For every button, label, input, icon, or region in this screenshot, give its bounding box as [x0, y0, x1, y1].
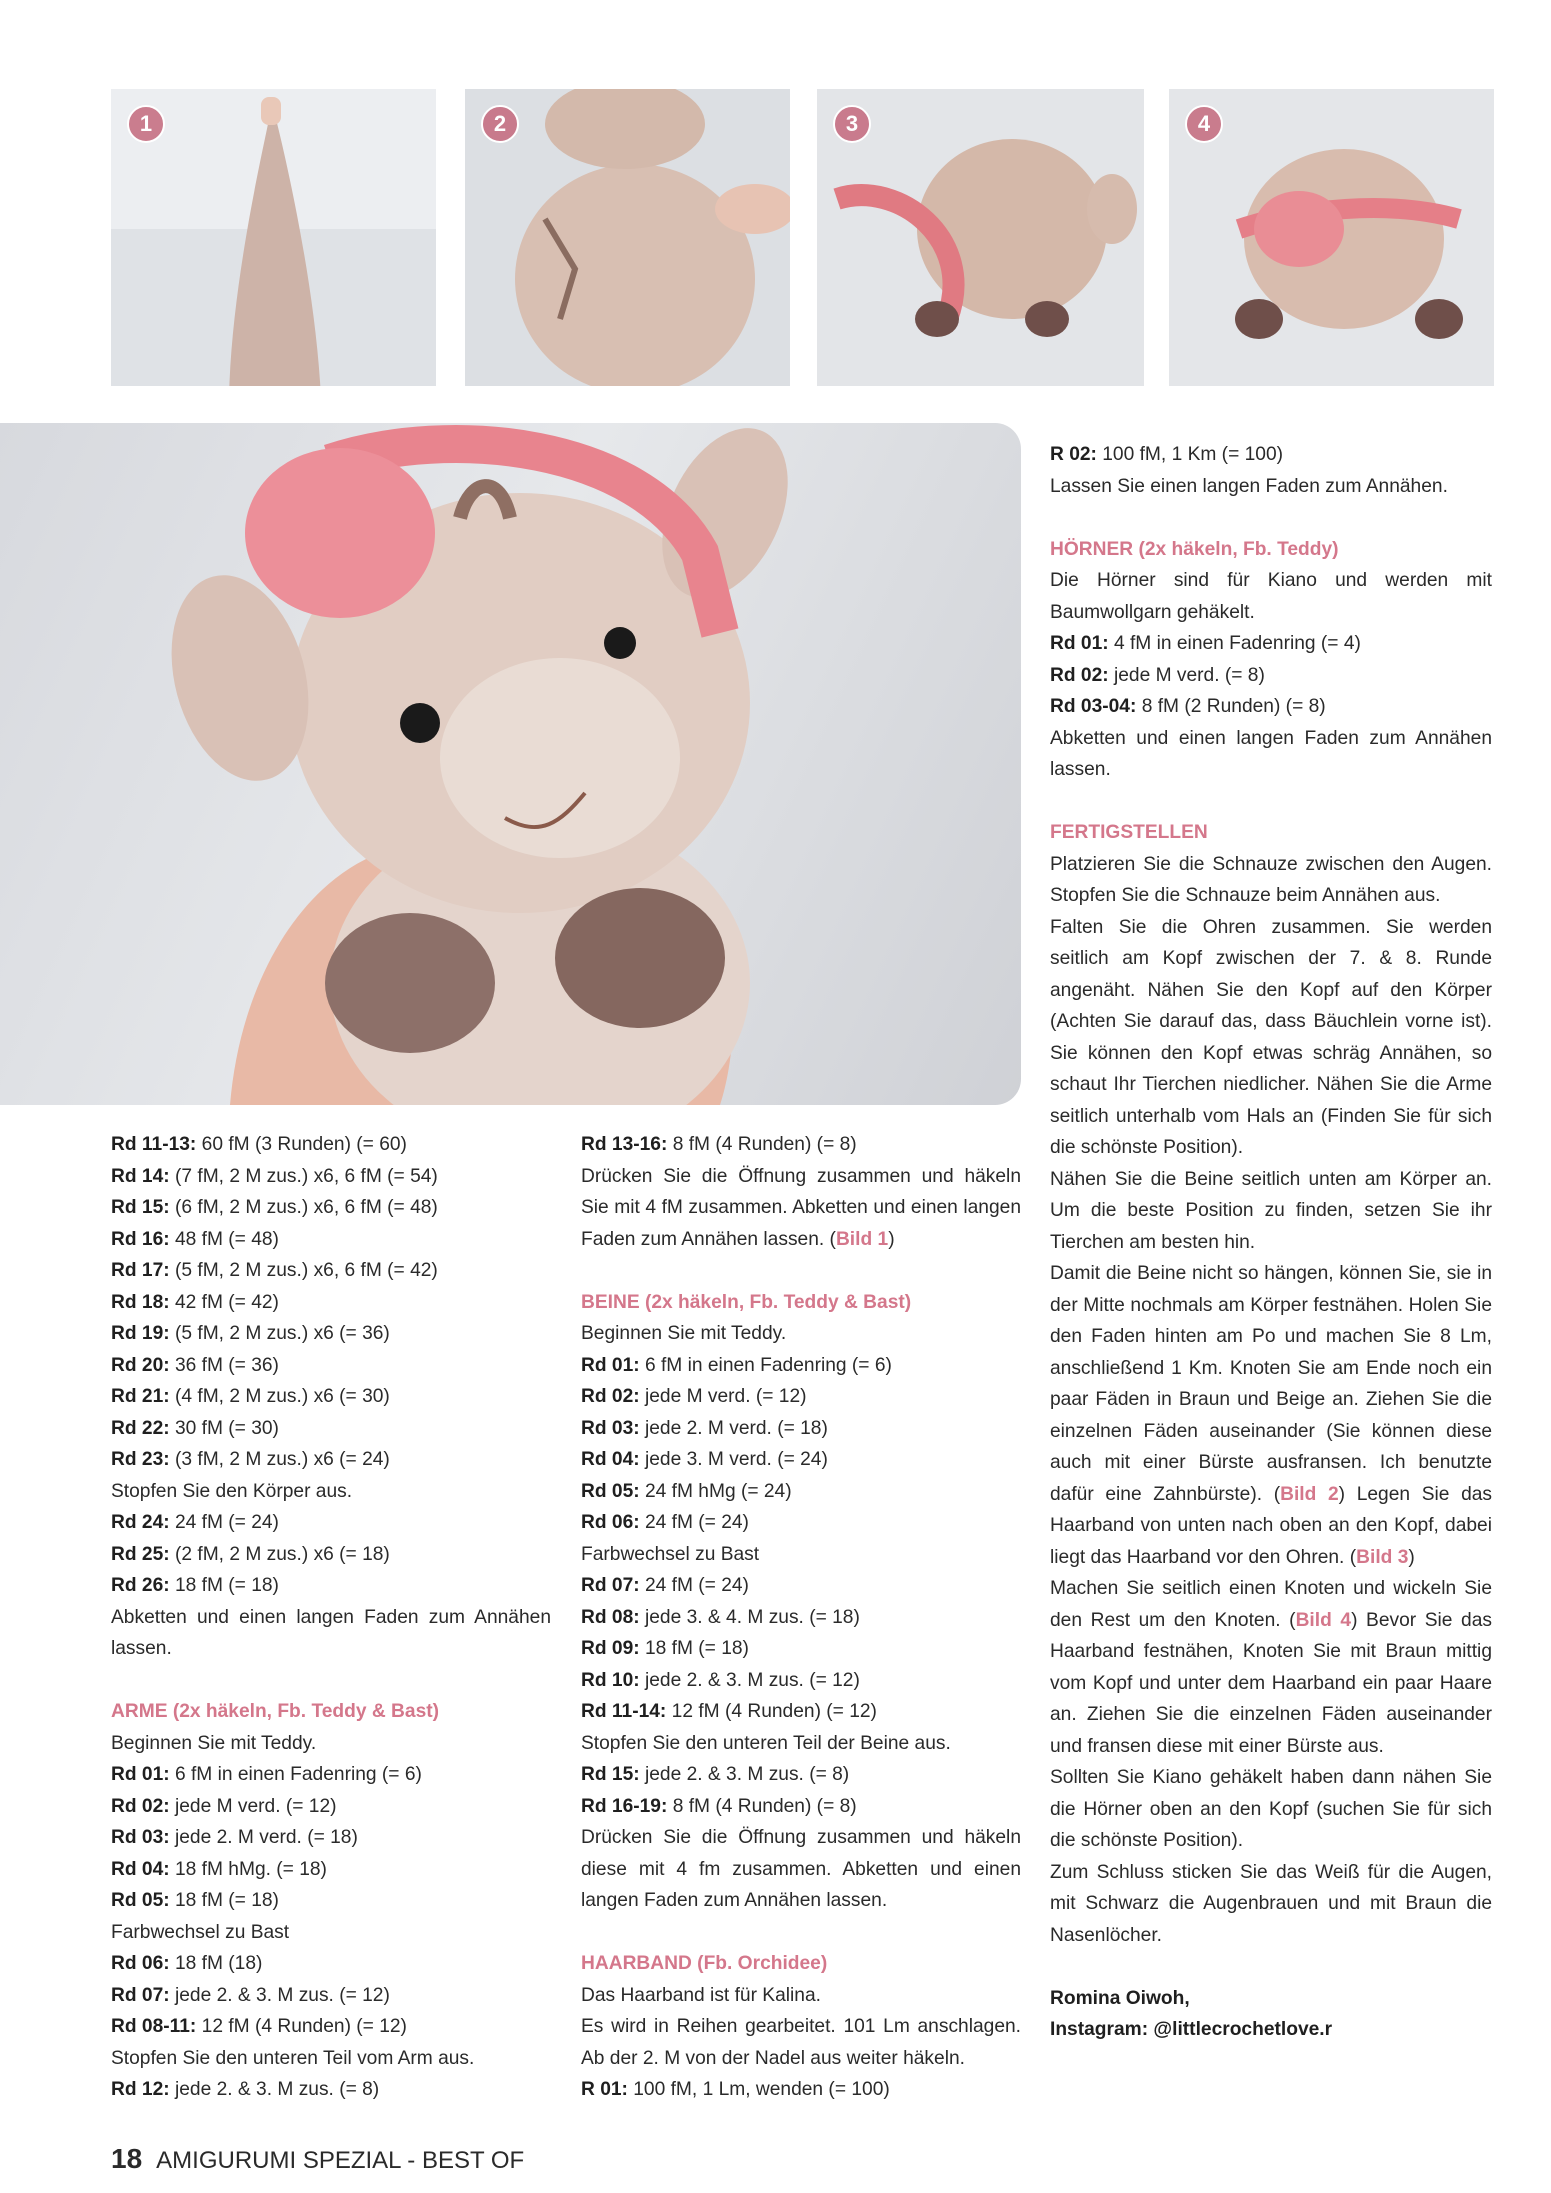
row-beine-rd-05: Rd 05: 24 fM hMg (= 24) [581, 1480, 792, 1502]
row-beine-rd-11-14: Rd 11-14: 12 fM (4 Runden) (= 12) [581, 1701, 877, 1722]
row-beine-rd-04: Rd 04: jede 3. M verd. (= 24) [581, 1449, 828, 1470]
instruction-fertig-5: Machen Sie seitlich einen Knoten und wickeln Sie den Rest um den Knoten. (Bild 4) Bevor Sie das Haarband festnähen, Knoten Sie mit Braun mittig vom Kopf und unter dem Haarband ein paar Haare an. Ziehen Sie die einzelnen Fäden auseinander und fransen diese mit einer Bürste aus. [1050, 1578, 1492, 1757]
author-name: Romina Oiwoh, [1050, 1987, 1190, 2009]
instruction-stuff-body: Stopfen Sie den Körper aus. [111, 1480, 353, 1502]
row-arme-rd-08-11: Rd 08-11: 12 fM (4 Runden) (= 12) [111, 2016, 407, 2037]
instruction-arme-close: Drücken Sie die Öffnung zusammen und häkeln Sie mit 4 fM zusammen. Abketten und einen langen Faden zum Annähen lassen. (Bild 1) [581, 1165, 1021, 1250]
row-horner-rd-02: Rd 02: jede M verd. (= 8) [1050, 664, 1265, 686]
instruction-beine-stuff: Stopfen Sie den unteren Teil der Beine aus. [581, 1732, 951, 1754]
row-rd-16: Rd 16: 48 fM (= 48) [111, 1228, 279, 1250]
section-heading-arme: ARME (2x häkeln, Fb. Teddy & Bast) [111, 1701, 440, 1722]
instruction-fertig-6: Sollten Sie Kiano gehäkelt haben dann nähen Sie die Hörner oben an den Kopf (suchen Sie für sich die schönste Position). [1050, 1767, 1492, 1851]
row-arme-rd-03: Rd 03: jede 2. M verd. (= 18) [111, 1827, 358, 1848]
row-arme-rd-02: Rd 02: jede M verd. (= 12) [111, 1795, 337, 1817]
row-rd-18: Rd 18: 42 fM (= 42) [111, 1291, 279, 1313]
page-number: 18 [111, 2143, 143, 2174]
row-beine-rd-16-19: Rd 16-19: 8 fM (4 Runden) (= 8) [581, 1795, 857, 1817]
row-arme-rd-05: Rd 05: 18 fM (= 18) [111, 1890, 279, 1911]
step-photo-4 [1169, 89, 1494, 386]
row-rd-15: Rd 15: (6 fM, 2 M zus.) x6, 6 fM (= 48) [111, 1197, 438, 1218]
step-number-badge: 3 [833, 105, 871, 143]
page-footer [111, 2143, 524, 2175]
row-rd-24: Rd 24: 24 fM (= 24) [111, 1512, 279, 1533]
row-beine-rd-06: Rd 06: 24 fM (= 24) [581, 1512, 749, 1533]
instruction-arme-color: Farbwechsel zu Bast [111, 1921, 290, 1943]
row-haarband-r-01: R 01: 100 fM, 1 Lm, wenden (= 100) [581, 2079, 890, 2100]
step-photo-3 [817, 89, 1144, 386]
row-beine-rd-10: Rd 10: jede 2. & 3. M zus. (= 12) [581, 1669, 860, 1691]
row-arme-rd-07: Rd 07: jede 2. & 3. M zus. (= 12) [111, 1984, 390, 2006]
row-beine-rd-08: Rd 08: jede 3. & 4. M zus. (= 18) [581, 1606, 860, 1628]
row-rd-21: Rd 21: (4 fM, 2 M zus.) x6 (= 30) [111, 1386, 390, 1407]
row-arme-rd-01: Rd 01: 6 fM in einen Fadenring (= 6) [111, 1764, 422, 1785]
row-beine-rd-01: Rd 01: 6 fM in einen Fadenring (= 6) [581, 1354, 892, 1376]
section-heading-haarband: HAARBAND (Fb. Orchidee) [581, 1953, 828, 1974]
row-rd-23: Rd 23: (3 fM, 2 M zus.) x6 (= 24) [111, 1449, 390, 1470]
instruction-beine-start: Beginnen Sie mit Teddy. [581, 1323, 787, 1344]
row-arme-rd-12: Rd 12: jede 2. & 3. M zus. (= 8) [111, 2079, 380, 2100]
row-beine-rd-09: Rd 09: 18 fM (= 18) [581, 1638, 749, 1659]
text-column-2 [581, 1129, 1021, 2106]
row-rd-11-13: Rd 11-13: 60 fM (3 Runden) (= 60) [111, 1134, 407, 1155]
instruction-horner-end: Abketten und einen langen Faden zum Annähen lassen. [1050, 727, 1492, 780]
step-photo-2 [465, 89, 790, 386]
instruction-fertig-7: Zum Schluss sticken Sie das Weiß für die Augen, mit Schwarz die Augenbrauen und mit Braun die Nasenlöcher. [1050, 1861, 1492, 1946]
instruction-horner-intro: Die Hörner sind für Kiano und werden mit Baumwollgarn gehäkelt. [1050, 570, 1492, 623]
magazine-title: AMIGURUMI SPEZIAL - BEST OF [156, 2147, 525, 2174]
instruction-arme-stuff: Stopfen Sie den unteren Teil vom Arm aus. [111, 2047, 475, 2069]
hero-photo-amigurumi-donkey [0, 423, 1021, 1105]
amigurumi-donkey-illustration [0, 423, 1021, 1105]
row-beine-rd-03: Rd 03: jede 2. M verd. (= 18) [581, 1417, 828, 1439]
row-rd-20: Rd 20: 36 fM (= 36) [111, 1354, 279, 1376]
author-instagram: Instagram: @littlecrochetlove.r [1050, 2019, 1333, 2040]
instruction-beine-color: Farbwechsel zu Bast [581, 1543, 760, 1565]
section-heading-horner: HÖRNER (2x häkeln, Fb. Teddy) [1050, 538, 1339, 560]
section-heading-beine: BEINE (2x häkeln, Fb. Teddy & Bast) [581, 1291, 912, 1313]
instruction-arme-start: Beginnen Sie mit Teddy. [111, 1732, 317, 1754]
row-rd-22: Rd 22: 30 fM (= 30) [111, 1417, 279, 1439]
step-photo-1 [111, 89, 436, 386]
step-number-badge: 2 [481, 105, 519, 143]
row-beine-rd-15: Rd 15: jede 2. & 3. M zus. (= 8) [581, 1764, 850, 1785]
instruction-haarband-end: Lassen Sie einen langen Faden zum Annähen. [1050, 475, 1448, 497]
row-rd-13-16: Rd 13-16: 8 fM (4 Runden) (= 8) [581, 1134, 857, 1155]
instruction-haarband-1: Das Haarband ist für Kalina. [581, 1984, 821, 2006]
instruction-fertig-3: Nähen Sie die Beine seitlich unten am Körper an. Um die beste Position zu finden, setzen Sie ihr Tierchen am besten hin. [1050, 1168, 1492, 1253]
text-column-3 [1050, 439, 1492, 2046]
step-number-badge: 4 [1185, 105, 1223, 143]
row-haarband-r-02: R 02: 100 fM, 1 Km (= 100) [1050, 444, 1284, 465]
row-arme-rd-04: Rd 04: 18 fM hMg. (= 18) [111, 1858, 327, 1880]
row-rd-25: Rd 25: (2 fM, 2 M zus.) x6 (= 18) [111, 1543, 390, 1565]
instruction-haarband-2: Es wird in Reihen gearbeitet. 101 Lm anschlagen. Ab der 2. M von der Nadel aus weiter häkeln. [581, 2016, 1021, 2069]
row-beine-rd-07: Rd 07: 24 fM (= 24) [581, 1575, 749, 1596]
row-arme-rd-06: Rd 06: 18 fM (18) [111, 1953, 263, 1974]
instruction-fertig-4: Damit die Beine nicht so hängen, können Sie, sie in der Mitte nochmals am Körper festnähen. Holen Sie den Faden hinten am Po und machen Sie 8 Lm, anschließend 1 Km. Knoten Sie am Ende noch ein paar Fäden in Braun und Beige an. Ziehen Sie die einzelnen Fäden auseinander (Sie können diese auch mit einer Bürste ausfransen. Ich benutzte dafür eine Zahnbürste). (Bild 2) Legen Sie das Haarband von unten nach oben an den Kopf, dabei liegt das Haarband vor den Ohren. (Bild 3) [1050, 1263, 1493, 1568]
text-column-1 [111, 1129, 551, 2106]
instruction-beine-close: Drücken Sie die Öffnung zusammen und häkeln diese mit 4 fm zusammen. Abketten und einen langen Faden zum Annähen lassen. [581, 1827, 1021, 1911]
instruction-fertig-2: Falten Sie die Ohren zusammen. Sie werden seitlich am Kopf zwischen der 7. & 8. Runde angenäht. Nähen Sie den Kopf auf den Körper (Achten Sie darauf das, dass Bäuchlein vorne ist). Sie können den Kopf etwas schräg Annähen, so schaut Ihr Tierchen niedlicher. Nähen Sie die Arme seitlich unterhalb vom Hals an (Finden Sie für sich die schönste Position). [1050, 916, 1492, 1158]
section-heading-fertigstellen: FERTIGSTELLEN [1050, 822, 1208, 843]
row-rd-14: Rd 14: (7 fM, 2 M zus.) x6, 6 fM (= 54) [111, 1165, 438, 1187]
row-rd-19: Rd 19: (5 fM, 2 M zus.) x6 (= 36) [111, 1323, 390, 1344]
row-beine-rd-02: Rd 02: jede M verd. (= 12) [581, 1386, 807, 1407]
instruction-finish-body: Abketten und einen langen Faden zum Annähen lassen. [111, 1606, 551, 1659]
row-horner-rd-01: Rd 01: 4 fM in einen Fadenring (= 4) [1050, 633, 1361, 654]
row-horner-rd-03-04: Rd 03-04: 8 fM (2 Runden) (= 8) [1050, 696, 1326, 717]
instruction-fertig-1: Platzieren Sie die Schnauze zwischen den Augen. Stopfen Sie die Schnauze beim Annähen aus. [1050, 853, 1492, 906]
row-rd-26: Rd 26: 18 fM (= 18) [111, 1575, 279, 1596]
row-rd-17: Rd 17: (5 fM, 2 M zus.) x6, 6 fM (= 42) [111, 1260, 438, 1281]
step-number-badge: 1 [127, 105, 165, 143]
